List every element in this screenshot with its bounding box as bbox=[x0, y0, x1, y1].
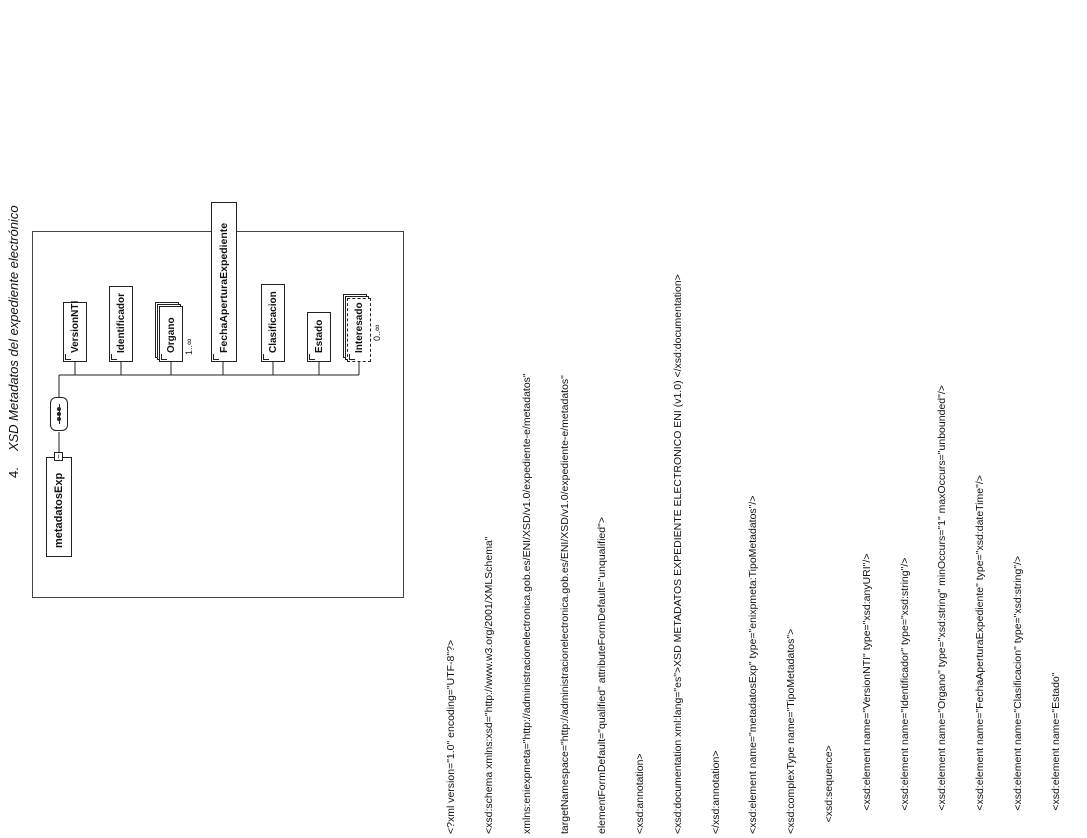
element-organo bbox=[159, 306, 183, 362]
occurs-interesado: 0..∞ bbox=[372, 324, 382, 341]
section-heading bbox=[6, 205, 21, 478]
xsd-code-listing bbox=[420, 274, 1087, 834]
code-line: <?xml version="1.0" encoding="UTF-8"?> bbox=[445, 639, 458, 834]
element-label: FechaAperturaExpediente bbox=[218, 222, 230, 353]
code-line: targetNamespace="http://administracionelectronica.gob.es/ENI/XSD/v1.0/expediente-e/metadatos" bbox=[558, 375, 571, 834]
code-line: <xsd:sequence> bbox=[823, 745, 835, 834]
root-element-metadatosExp bbox=[46, 454, 72, 557]
element-interesado bbox=[347, 298, 371, 362]
element-label: Identificador bbox=[115, 292, 127, 353]
code-line: xmlns:eniexpmeta="http://administracionelectronica.gob.es/ENI/XSD/v1.0/expediente-e/metadatos" bbox=[520, 373, 533, 834]
code-line: <xsd:schema xmlns:xsd="http://www.w3.org/2001/XMLSchema" bbox=[482, 536, 495, 834]
code-line: <xsd:documentation xml:lang="es">XSD METADATOS EXPEDIENTE ELECTRONICO ENI (v1.0) </xsd:documentation> bbox=[671, 274, 684, 834]
element-label: Clasificacion bbox=[267, 291, 279, 353]
code-line: <xsd:element name="VersionNTI" type="xsd:anyURI"/> bbox=[860, 553, 873, 834]
expander-icon: − bbox=[54, 452, 63, 461]
xsd-diagram bbox=[32, 222, 404, 598]
element-fechaaperturaexpediente bbox=[211, 202, 237, 362]
code-line: <xsd:annotation> bbox=[634, 753, 647, 834]
occurs-organo: 1..∞ bbox=[184, 338, 194, 355]
element-identificador bbox=[109, 286, 133, 362]
element-label: Interesado bbox=[353, 302, 365, 353]
code-line: elementFormDefault="qualified" attributeFormDefault="unqualified"> bbox=[596, 517, 609, 834]
element-versionnti bbox=[63, 302, 87, 362]
code-line: </xsd:annotation> bbox=[709, 750, 722, 834]
code-line: <xsd:element name="FechaAperturaExpediente" type="xsd:dateTime"/> bbox=[974, 475, 987, 834]
element-label: VersionNTI bbox=[69, 300, 81, 353]
code-line: <xsd:element name="Estado" bbox=[1049, 672, 1062, 834]
code-line: <xsd:element name="Organo" type="xsd:string" minOccurs="1" maxOccurs="unbounded"/> bbox=[936, 385, 949, 834]
element-estado bbox=[307, 312, 331, 362]
sequence-compositor-icon bbox=[50, 397, 68, 431]
code-line: <xsd:element name="Clasificacion" type="xsd:string"/> bbox=[1011, 555, 1024, 834]
code-line: <xsd:complexType name="TipoMetadatos"> bbox=[785, 628, 798, 834]
element-label: Organo bbox=[165, 317, 177, 353]
root-element-label: metadatosExp bbox=[53, 472, 65, 548]
section-number: 4. bbox=[6, 467, 21, 478]
element-clasificacion bbox=[261, 284, 285, 362]
section-title-text: XSD Metadatos del expediente electrónico bbox=[6, 205, 21, 452]
element-label: Estado bbox=[313, 319, 325, 353]
code-line: <xsd:element name="Identificador" type="xsd:string"/> bbox=[898, 557, 911, 834]
code-line: <xsd:element name="metadatosExp" type="enixpmeta:TipoMetadatos"/> bbox=[747, 495, 760, 834]
